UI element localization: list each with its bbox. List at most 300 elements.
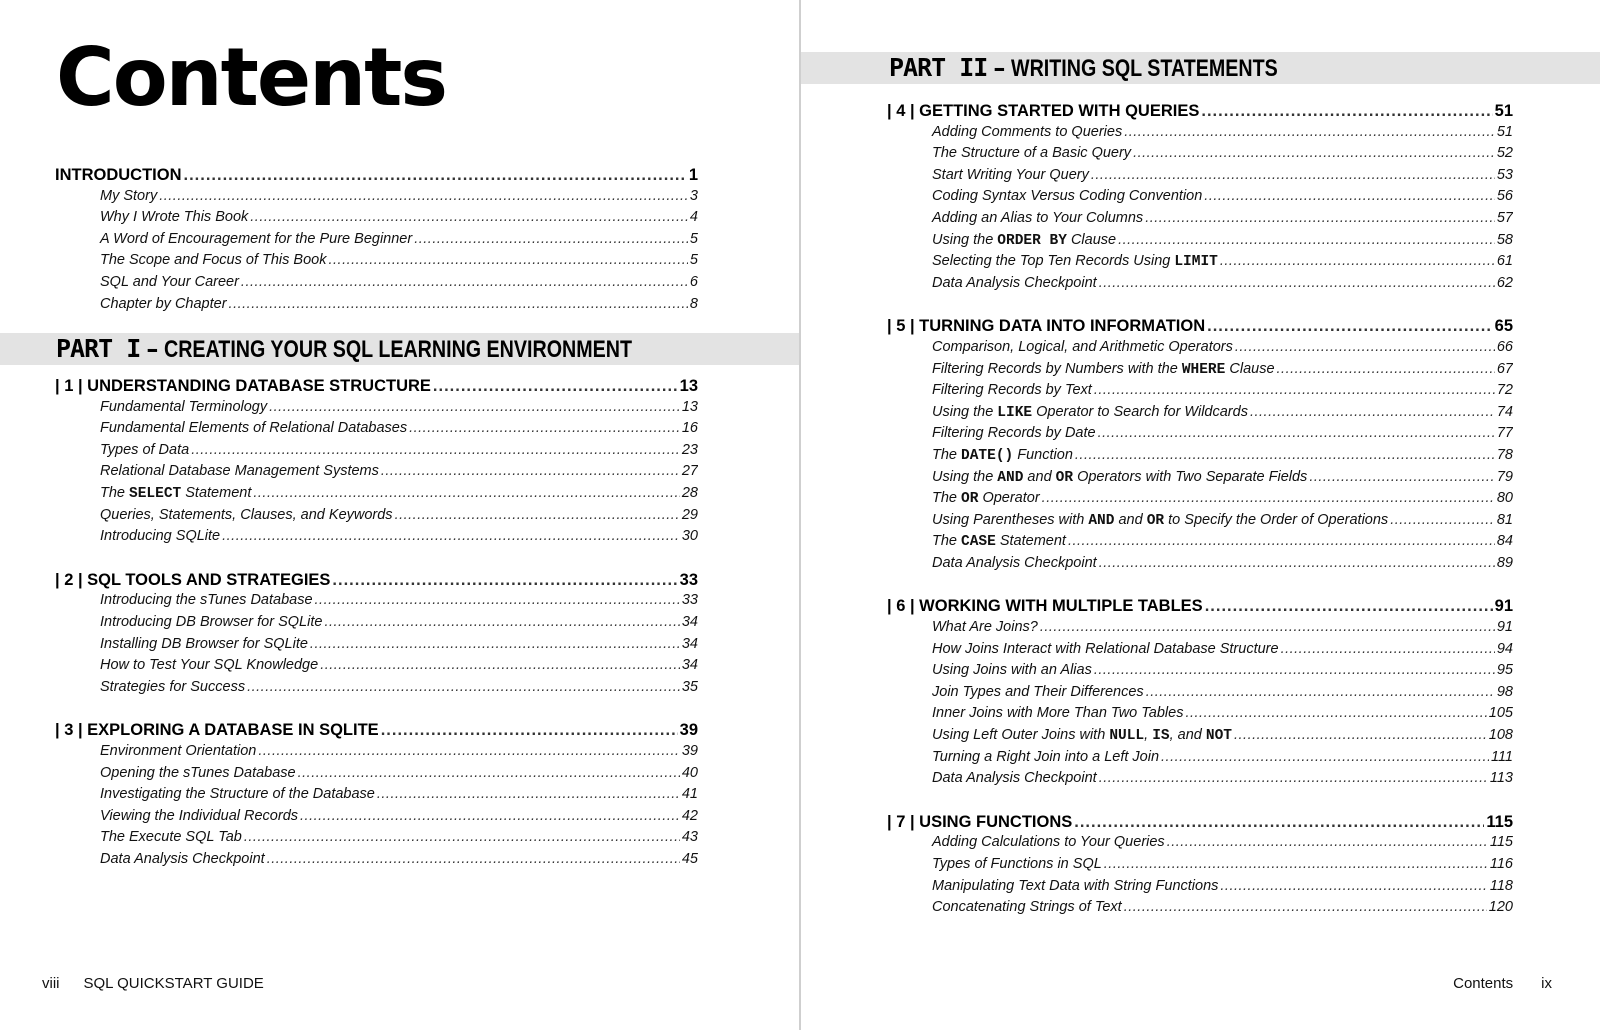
leader-dots	[1042, 490, 1495, 506]
leader-dots	[1075, 447, 1495, 463]
toc-entry	[887, 275, 1513, 297]
page-number: 78	[1496, 446, 1513, 463]
leader-dots	[1068, 533, 1495, 549]
leader-dots	[332, 571, 677, 590]
entry-title: Data Analysis Checkpoint	[100, 850, 265, 867]
page-number: 5	[689, 230, 698, 247]
part-dash: –	[993, 54, 1006, 82]
code-keyword: OR	[1146, 512, 1165, 529]
toc-entry	[887, 749, 1513, 771]
page-footer-right	[1453, 975, 1552, 992]
toc-entry	[887, 361, 1513, 383]
toc-entry	[55, 614, 698, 636]
page-number: 34	[681, 635, 698, 652]
toc-entry	[887, 512, 1513, 534]
toc-entry	[887, 555, 1513, 577]
code-keyword: AND	[1088, 512, 1115, 529]
leader-dots	[1124, 124, 1495, 140]
toc-heading-chapter-2	[55, 571, 698, 593]
entry-text: Using the	[932, 231, 998, 248]
leader-dots	[1145, 210, 1495, 226]
code-keyword: AND	[997, 469, 1024, 486]
page-number: 51	[1494, 102, 1513, 120]
chapter-title: INTRODUCTION	[55, 166, 182, 184]
leader-dots	[1167, 834, 1488, 850]
chapter-spacer	[55, 700, 698, 721]
entry-title: Environment Orientation	[100, 742, 257, 759]
toc-entry	[55, 851, 698, 873]
entry-title: Start Writing Your Query	[932, 166, 1089, 183]
entry-title: How Joins Interact with Relational Database Structure	[932, 640, 1279, 657]
page-number: ix	[1541, 975, 1552, 992]
page-number: 105	[1488, 705, 1513, 722]
leader-dots	[1235, 339, 1495, 355]
leader-dots	[414, 231, 688, 247]
entry-text: The	[932, 490, 962, 507]
entry-text: , and	[1169, 727, 1206, 744]
toc-entry	[55, 743, 698, 765]
page-number: 57	[1496, 209, 1513, 226]
entry-text: and	[1023, 468, 1056, 485]
toc-entry	[55, 274, 698, 296]
entry-title	[887, 447, 1073, 464]
toc-entry	[887, 124, 1513, 146]
entry-title: Coding Syntax Versus Coding Convention	[932, 188, 1203, 205]
entry-title: How to Test Your SQL Knowledge	[100, 657, 319, 674]
page-number: 29	[681, 506, 698, 523]
page-number: 52	[1496, 145, 1513, 162]
leader-dots	[267, 851, 680, 867]
leader-dots	[229, 296, 688, 312]
entry-title: Queries, Statements, Clauses, and Keywords	[100, 506, 393, 523]
running-head: Contents	[1453, 975, 1514, 992]
page-number: 13	[679, 377, 698, 395]
toc-entry	[55, 808, 698, 830]
code-keyword: NULL	[1109, 728, 1145, 745]
leader-dots	[409, 420, 680, 436]
leader-dots	[1040, 619, 1495, 635]
entry-title: Introducing SQLite	[100, 528, 221, 545]
toc-entry	[55, 657, 698, 679]
code-keyword: ORDER BY	[997, 232, 1067, 249]
code-keyword: LIMIT	[1174, 254, 1218, 271]
toc-entry	[887, 684, 1513, 706]
page-number: 89	[1496, 554, 1513, 571]
leader-dots	[1099, 770, 1488, 786]
leader-dots	[324, 614, 679, 630]
toc-entry	[887, 533, 1513, 555]
part-2-chapters	[887, 102, 1513, 921]
toc-entry	[887, 705, 1513, 727]
page-number: 91	[1496, 619, 1513, 636]
leader-dots	[1146, 684, 1495, 700]
leader-dots	[1205, 597, 1493, 616]
chapter-1-group	[55, 377, 698, 550]
code-keyword: CASE	[961, 534, 996, 551]
toc-entry	[887, 878, 1513, 900]
toc-entry	[55, 829, 698, 851]
leader-dots	[1204, 188, 1495, 204]
toc-heading-chapter-1	[55, 377, 698, 399]
entry-title: Comparison, Logical, and Arithmetic Operators	[932, 338, 1233, 355]
entry-title	[55, 485, 251, 502]
leader-dots	[1185, 705, 1486, 721]
page-number: 27	[681, 463, 698, 480]
toc-entry	[55, 442, 698, 464]
entry-title: The Execute SQL Tab	[100, 829, 242, 846]
entry-title: Data Analysis Checkpoint	[932, 274, 1097, 291]
page-number: 118	[1489, 877, 1513, 894]
chapter-title: | 3 | EXPLORING A DATABASE IN SQLITE	[55, 721, 379, 740]
entry-title: Installing DB Browser for SQLite	[100, 635, 308, 652]
toc-entry	[887, 856, 1513, 878]
page-number: 81	[1496, 511, 1513, 528]
entry-text: The	[932, 533, 962, 550]
chapter-5-group	[887, 317, 1513, 576]
entry-text: ,	[1144, 727, 1153, 744]
toc-heading-chapter-4	[887, 102, 1513, 124]
leader-dots	[1390, 512, 1495, 528]
entry-text: Function	[1013, 446, 1073, 463]
chapter-title: | 2 | SQL TOOLS AND STRATEGIES	[55, 570, 331, 589]
toc-entry	[887, 339, 1513, 361]
page-number: 98	[1496, 683, 1513, 700]
chapter-2-group	[55, 571, 698, 701]
leader-dots	[1220, 253, 1495, 269]
leader-dots	[1207, 317, 1493, 336]
entry-title: Adding Comments to Queries	[932, 123, 1123, 140]
page-number: 42	[681, 807, 698, 824]
entry-text: Filtering Records by Numbers with the	[932, 360, 1182, 377]
toc-entry	[55, 296, 698, 318]
entry-title: Types of Data	[100, 441, 190, 458]
page-number: 108	[1488, 727, 1513, 744]
leader-dots	[1161, 749, 1489, 765]
entry-title	[887, 727, 1232, 744]
entry-text: Statement	[181, 484, 252, 501]
toc-entry	[55, 636, 698, 658]
toc-entry	[887, 404, 1513, 426]
toc-entry	[887, 382, 1513, 404]
chapter-title: | 7 | USING FUNCTIONS	[887, 812, 1073, 831]
entry-title: Viewing the Individual Records	[100, 807, 299, 824]
leader-dots	[1281, 641, 1495, 657]
entry-title: Chapter by Chapter	[100, 295, 227, 312]
chapter-6-group	[887, 597, 1513, 791]
entry-title: Data Analysis Checkpoint	[932, 554, 1097, 571]
toc-entry	[887, 188, 1513, 210]
chapter-spacer	[887, 576, 1513, 597]
entry-title: Turning a Right Join into a Left Join	[932, 748, 1160, 765]
page-number: 5	[689, 252, 698, 269]
leader-dots	[1234, 727, 1487, 743]
page-number: 58	[1496, 231, 1513, 248]
leader-dots	[1099, 275, 1495, 291]
page-number: 30	[681, 528, 698, 545]
entry-title: Filtering Records by Date	[932, 425, 1096, 442]
page-number: 115	[1486, 812, 1513, 831]
entry-title	[887, 469, 1307, 486]
leader-dots	[253, 485, 680, 501]
entry-title: Opening the sTunes Database	[100, 764, 296, 781]
leader-dots	[377, 786, 680, 802]
chapter-title: | 6 | WORKING WITH MULTIPLE TABLES	[887, 597, 1203, 616]
page-number: 56	[1496, 188, 1513, 205]
code-keyword: WHERE	[1181, 361, 1226, 378]
leader-dots	[381, 721, 678, 740]
entry-text: Clause	[1066, 231, 1117, 248]
leader-dots	[222, 528, 680, 544]
page-number: 84	[1496, 533, 1513, 550]
entry-text: and	[1114, 511, 1147, 528]
entry-title	[887, 512, 1388, 529]
leader-dots	[433, 377, 678, 396]
page-number: 6	[689, 273, 698, 290]
page-number: 66	[1496, 338, 1513, 355]
entry-text: Clause	[1225, 360, 1275, 377]
leader-dots	[310, 636, 680, 652]
page-number: 45	[681, 850, 698, 867]
toc-entry	[887, 662, 1513, 684]
entry-title: Adding an Alias to Your Columns	[932, 209, 1144, 226]
entry-title: Fundamental Terminology	[100, 398, 268, 415]
leader-dots	[1094, 662, 1495, 678]
entry-text: Operators with Two Separate Fields	[1073, 468, 1308, 485]
toc-entry	[887, 490, 1513, 512]
leader-dots	[1309, 469, 1495, 485]
leader-dots	[315, 592, 680, 608]
chapter-spacer	[887, 792, 1513, 813]
toc-entry	[887, 619, 1513, 641]
part-title: PART I	[56, 334, 141, 363]
entry-title: A Word of Encouragement for the Pure Beginner	[100, 230, 413, 247]
page-number: 91	[1494, 597, 1513, 616]
part-dash: –	[146, 335, 159, 363]
toc-entry	[55, 765, 698, 787]
page-number: 13	[681, 398, 698, 415]
page-number: 35	[681, 678, 698, 695]
leader-dots	[1099, 555, 1495, 571]
entry-text: Selecting the Top Ten Records Using	[932, 253, 1175, 270]
toc-entry	[887, 167, 1513, 189]
page-number: 40	[681, 764, 698, 781]
page-number: 111	[1490, 748, 1513, 765]
toc-entry	[887, 253, 1513, 275]
entry-text: to Specify the Order of Operations	[1164, 511, 1389, 528]
entry-title: What Are Joins?	[932, 619, 1038, 636]
page-number: 79	[1496, 468, 1513, 485]
toc-entry	[55, 507, 698, 529]
chapter-title: | 4 | GETTING STARTED WITH QUERIES	[887, 102, 1200, 120]
part-2-banner	[801, 52, 1600, 84]
page-number: 72	[1496, 382, 1513, 399]
leader-dots	[1098, 425, 1495, 441]
toc-heading-introduction	[55, 166, 698, 188]
page-number: 67	[1496, 360, 1513, 377]
leader-dots	[1124, 899, 1487, 915]
running-head: SQL QUICKSTART GUIDE	[83, 975, 264, 992]
entry-title	[887, 232, 1116, 249]
leader-dots	[191, 442, 680, 458]
page-number: viii	[42, 975, 60, 992]
page-number: 62	[1496, 274, 1513, 291]
leader-dots	[1104, 856, 1488, 872]
entry-title: My Story	[100, 187, 158, 204]
toc-entry	[55, 485, 698, 507]
toc-entry	[55, 252, 698, 274]
leader-dots	[159, 188, 688, 204]
entry-title: Adding Calculations to Your Queries	[932, 834, 1165, 851]
toc-entry	[887, 899, 1513, 921]
leader-dots	[381, 463, 680, 479]
part-title: PART II	[889, 53, 988, 82]
page-number: 113	[1489, 770, 1513, 787]
page-title: Contents	[56, 31, 446, 124]
page-number: 74	[1496, 403, 1513, 420]
entry-title: Introducing DB Browser for SQLite	[100, 613, 323, 630]
entry-title: Investigating the Structure of the Database	[100, 786, 375, 803]
page-footer-left	[42, 975, 264, 992]
page-number: 53	[1496, 166, 1513, 183]
leader-dots	[1201, 102, 1492, 121]
page-number: 34	[681, 613, 698, 630]
chapter-7-group	[887, 813, 1513, 921]
leader-dots	[1118, 232, 1495, 248]
code-keyword: IS	[1152, 728, 1170, 745]
toc-entry	[887, 145, 1513, 167]
toc-entry	[887, 210, 1513, 232]
page-number: 77	[1496, 425, 1513, 442]
chapter-4-group	[887, 102, 1513, 296]
entry-text: Using Parentheses with	[932, 511, 1089, 528]
part-subtitle: WRITING SQL STATEMENTS	[1011, 55, 1279, 82]
page-number: 1	[688, 166, 698, 184]
part-1-chapters	[55, 377, 698, 872]
page-number: 34	[681, 657, 698, 674]
leader-dots	[241, 274, 688, 290]
leader-dots	[1220, 878, 1487, 894]
entry-title: Using Joins with an Alias	[932, 662, 1092, 679]
toc-heading-chapter-5	[887, 317, 1513, 339]
code-keyword: LIKE	[997, 404, 1033, 421]
leader-dots	[1133, 145, 1495, 161]
toc-entry	[887, 727, 1513, 749]
entry-text: Statement	[995, 533, 1066, 550]
entry-title: Manipulating Text Data with String Functions	[932, 877, 1219, 894]
leader-dots	[258, 743, 680, 759]
entry-title	[887, 533, 1066, 550]
toc-heading-chapter-6	[887, 597, 1513, 619]
toc-entry	[887, 770, 1513, 792]
toc-heading-chapter-7	[887, 813, 1513, 835]
entry-title: Filtering Records by Text	[932, 382, 1092, 399]
leader-dots	[1094, 382, 1495, 398]
entry-title: Concatenating Strings of Text	[932, 899, 1122, 916]
entry-text: Operator	[978, 490, 1040, 507]
toc-entry	[55, 528, 698, 550]
toc-entry	[887, 425, 1513, 447]
page-number: 95	[1496, 662, 1513, 679]
code-keyword: OR	[961, 491, 979, 508]
toc-entry	[887, 834, 1513, 856]
entry-title	[887, 490, 1040, 507]
leader-dots	[395, 507, 680, 523]
chapter-spacer	[887, 296, 1513, 317]
leader-dots	[298, 765, 680, 781]
toc-entry	[887, 232, 1513, 254]
chapter-title: | 5 | TURNING DATA INTO INFORMATION	[887, 317, 1206, 336]
leader-dots	[1091, 167, 1495, 183]
page-number: 16	[681, 420, 698, 437]
toc-entry	[55, 420, 698, 442]
page-number: 115	[1489, 834, 1513, 851]
toc-heading-chapter-3	[55, 721, 698, 743]
page-number: 23	[681, 441, 698, 458]
entry-title	[887, 404, 1248, 421]
page-number: 4	[689, 209, 698, 226]
chapter-spacer	[55, 550, 698, 571]
code-keyword: NOT	[1205, 728, 1232, 745]
toc-entry	[55, 231, 698, 253]
entry-text: Using the	[932, 468, 998, 485]
entry-title: Inner Joins with More Than Two Tables	[932, 705, 1184, 722]
leader-dots	[300, 808, 680, 824]
toc-entry	[55, 399, 698, 421]
page-number: 80	[1496, 490, 1513, 507]
page-number: 33	[679, 570, 698, 589]
entry-text: Operator to Search for Wildcards	[1032, 403, 1248, 420]
page-number: 3	[689, 187, 698, 204]
code-keyword: DATE()	[961, 447, 1014, 464]
toc-entry	[55, 786, 698, 808]
code-keyword: SELECT	[129, 485, 182, 502]
toc-entry	[887, 641, 1513, 663]
toc-entry	[887, 469, 1513, 491]
page-number: 8	[689, 295, 698, 312]
entry-text: The	[100, 484, 130, 501]
chapter-3-group	[55, 721, 698, 872]
page-number: 65	[1494, 317, 1513, 336]
entry-title: The Scope and Focus of This Book	[100, 252, 327, 269]
entry-title: Types of Functions in SQL	[932, 856, 1102, 872]
introduction-section	[55, 166, 698, 317]
leader-dots	[244, 829, 680, 845]
leader-dots	[250, 209, 688, 225]
page-number: 51	[1496, 123, 1513, 140]
code-keyword: OR	[1055, 469, 1074, 486]
page-number: 94	[1496, 640, 1513, 657]
entry-title: Strategies for Success	[100, 678, 246, 695]
page-number: 39	[679, 721, 698, 740]
leader-dots	[269, 399, 680, 415]
leader-dots	[184, 166, 687, 185]
entry-title: Join Types and Their Differences	[932, 683, 1144, 700]
chapter-title: | 1 | UNDERSTANDING DATABASE STRUCTURE	[55, 377, 431, 395]
page-number: 120	[1488, 899, 1513, 916]
leader-dots	[1250, 404, 1495, 420]
entry-text: The	[932, 446, 962, 463]
part-subtitle: CREATING YOUR SQL LEARNING ENVIRONMENT	[164, 336, 633, 363]
entry-title	[887, 253, 1218, 270]
page-number: 61	[1496, 253, 1513, 270]
leader-dots	[1074, 813, 1484, 832]
leader-dots	[320, 657, 680, 673]
part-1-label	[56, 335, 735, 364]
toc-entry	[55, 209, 698, 231]
entry-title	[887, 361, 1275, 378]
part-2-label	[889, 54, 1337, 83]
entry-title: Fundamental Elements of Relational Databases	[100, 420, 408, 437]
